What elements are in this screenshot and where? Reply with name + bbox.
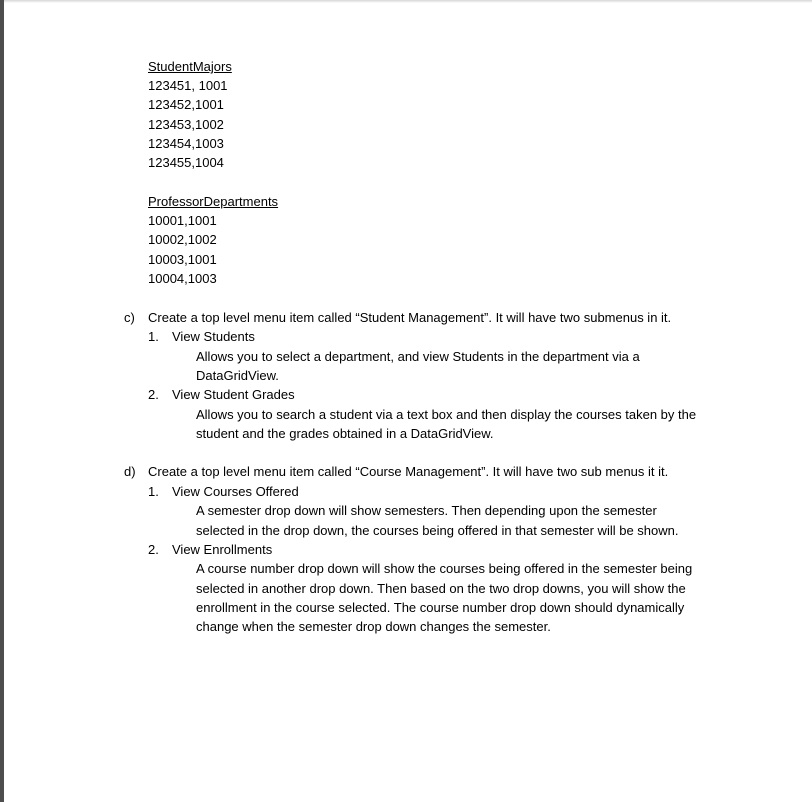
student-majors-row: 123451, 1001	[148, 78, 228, 93]
section-c-item-title: View Student Grades	[172, 387, 295, 402]
section-c-item-desc: Allows you to select a department, and view Students in the department via a	[196, 349, 640, 364]
student-majors-row: 123455,1004	[148, 155, 224, 171]
section-d-item-desc: A semester drop down will show semesters. Then depending upon the semester	[196, 503, 657, 518]
professor-departments-row: 10004,1003	[148, 270, 217, 286]
professor-departments-heading: ProfessorDepartments	[148, 194, 279, 209]
student-majors-list	[148, 76, 228, 172]
section-d-item-desc: change when the semester drop down changes the semester.	[196, 619, 551, 634]
section-d-item-title: View Courses Offered	[172, 484, 299, 499]
student-majors-heading: StudentMajors	[148, 59, 232, 74]
section-c-item-title: View Students	[172, 329, 255, 344]
section-d-marker: d)	[124, 464, 136, 479]
student-majors-row: 123453,1002	[148, 116, 224, 132]
section-c-text: Create a top level menu item called “Student Management”. It will have two submenus in it.	[148, 310, 672, 325]
section-d-item-desc: enrollment in the course selected. The course number drop down should dynamically	[196, 600, 685, 615]
section-d-item-desc: selected in the drop down, the courses being offered in that semester will be shown.	[196, 523, 679, 538]
section-c-item-number: 1.	[148, 329, 159, 344]
section-d-item-desc: A course number drop down will show the courses being offered in the semester being	[196, 561, 693, 576]
section-c-marker: c)	[124, 310, 135, 325]
section-d-item-number: 2.	[148, 542, 159, 557]
section-c-item-desc: Allows you to search a student via a text box and then display the courses taken by the	[196, 407, 697, 422]
section-c-item-desc: DataGridView.	[196, 368, 279, 383]
professor-departments-row: 10002,1002	[148, 232, 217, 248]
professor-departments-row: 10001,1001	[148, 213, 217, 228]
section-c-item-desc: student and the grades obtained in a DataGridView.	[196, 426, 494, 441]
section-d-item-number: 1.	[148, 484, 159, 499]
section-d-item-title: View Enrollments	[172, 542, 273, 557]
professor-departments-list	[148, 211, 217, 288]
document-page	[4, 0, 812, 802]
professor-departments-row: 10003,1001	[148, 251, 217, 267]
student-majors-row: 123454,1003	[148, 135, 224, 151]
section-d-item-desc: selected in another drop down. Then based on the two drop downs, you will show the	[196, 581, 686, 596]
section-d-text: Create a top level menu item called “Course Management”. It will have two sub menus it it.	[148, 464, 669, 479]
student-majors-row: 123452,1001	[148, 97, 224, 113]
section-c-item-number: 2.	[148, 387, 159, 402]
